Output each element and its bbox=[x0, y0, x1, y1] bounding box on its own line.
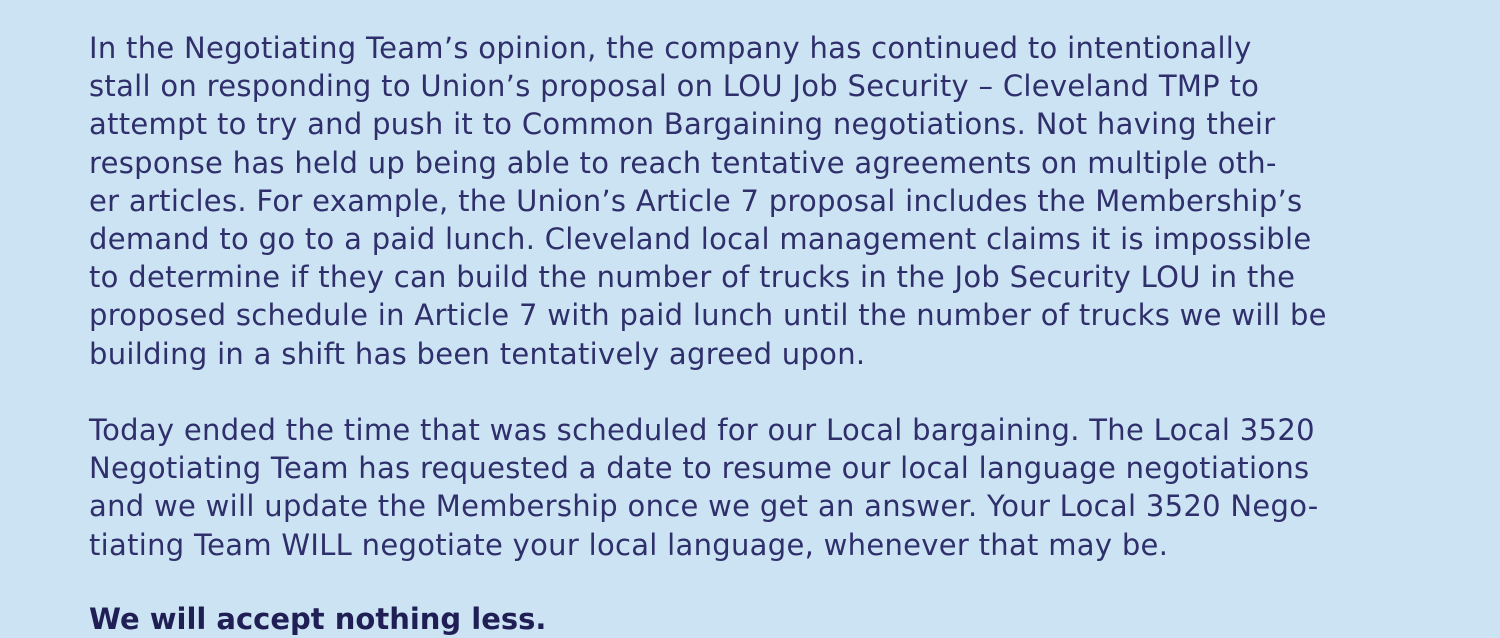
paragraph-line: tiating Team WILL negotiate your local language, whenever that may be. bbox=[89, 527, 1169, 562]
paragraph-line: demand to go to a paid lunch. Cleveland local management claims it is impossible bbox=[89, 222, 1312, 257]
paragraph-line: Negotiating Team has requested a date to resume our local language negotiations bbox=[89, 451, 1310, 486]
paragraph-line: attempt to try and push it to Common Bargaining negotiations. Not having their bbox=[89, 107, 1276, 142]
paragraph-line: stall on responding to Union’s proposal on LOU Job Security – Cleveland TMP to bbox=[89, 69, 1260, 104]
paragraph-line: to determine if they can build the number of trucks in the Job Security LOU in the bbox=[89, 260, 1296, 295]
paragraph-line: In the Negotiating Team’s opinion, the company has continued to intentionally bbox=[89, 31, 1252, 65]
paragraph-line: response has held up being able to reach tentative agreements on multiple oth- bbox=[89, 145, 1277, 180]
paragraph-line: Today ended the time that was scheduled for our Local bargaining. The Local 3520 bbox=[89, 413, 1315, 447]
paragraph-line: proposed schedule in Article 7 with paid lunch until the number of trucks we will be bbox=[89, 298, 1327, 333]
paragraph-local-bargaining bbox=[89, 411, 1429, 564]
paragraph-line: er articles. For example, the Union’s Article 7 proposal includes the Membership’s bbox=[89, 183, 1303, 218]
paragraph-line: and we will update the Membership once we get an answer. Your Local 3520 Nego- bbox=[89, 489, 1319, 524]
closing-statement: We will accept nothing less. bbox=[89, 602, 547, 636]
paragraph-negotiation-stall bbox=[89, 29, 1429, 373]
paragraph-line: building in a shift has been tentatively agreed upon. bbox=[89, 336, 866, 371]
